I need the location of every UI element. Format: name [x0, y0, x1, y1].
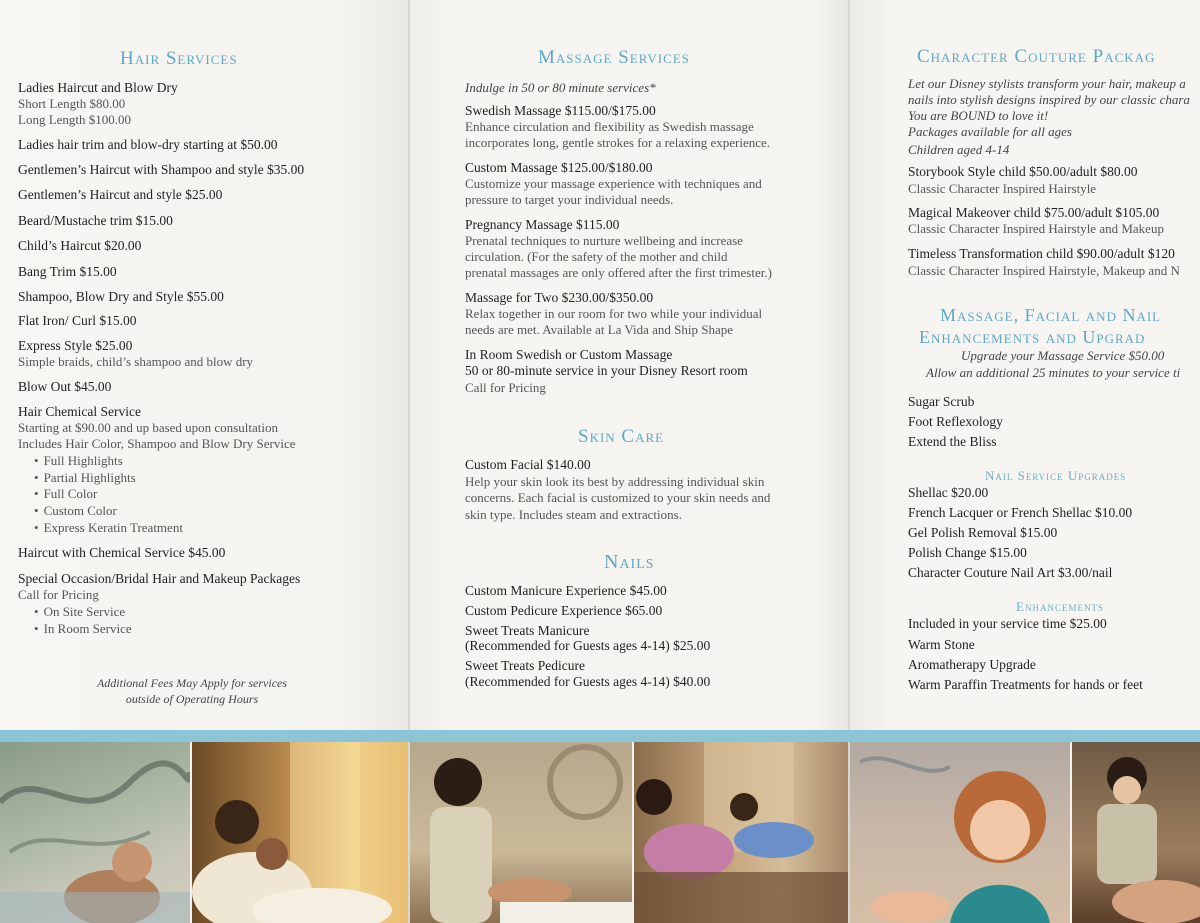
skin-care-heading: Skin Care	[578, 426, 665, 447]
hair-line: Short Length $80.00	[18, 96, 126, 111]
enhancements-heading: Enhancements and Upgrad	[919, 327, 1146, 347]
hair-line: Blow Out $45.00	[18, 379, 112, 394]
couture-line: Classic Character Inspired Hairstyle, Makeup and N	[908, 263, 1180, 278]
couture-heading: Character Couture Packag	[917, 46, 1156, 67]
massage-line: Enhance circulation and flexibility as Swedish massage	[465, 119, 754, 134]
massage-services-heading: Massage Services	[538, 47, 690, 68]
nails-line: Sweet Treats Pedicure	[465, 658, 585, 673]
hair-bullet: • Partial Highlights	[34, 470, 136, 486]
nails-line: Sweet Treats Manicure	[465, 623, 590, 638]
photo-pedicure-chairs	[634, 742, 848, 923]
couture-line: Classic Character Inspired Hairstyle	[908, 181, 1097, 196]
hair-services-panel	[0, 0, 408, 730]
skin-line: skin type. Includes steam and extractions.	[465, 507, 682, 522]
skin-line: Help your skin look its best by addressing individual skin	[465, 474, 765, 489]
massage-line: prenatal massages are only offered after the first trimester.)	[465, 265, 772, 280]
upgrade-line: Upgrade your Massage Service $50.00	[961, 348, 1165, 363]
nail-upgrade-line: Character Couture Nail Art $3.00/nail	[908, 565, 1113, 580]
photo-mother-child	[192, 742, 408, 923]
hair-bullet: • In Room Service	[34, 621, 132, 637]
couture-intro: Children aged 4-14	[908, 142, 1010, 157]
fees-note: Additional Fees May Apply for services	[96, 676, 288, 690]
nail-upgrade-line: Shellac $20.00	[908, 485, 989, 500]
hair-line: Haircut with Chemical Service $45.00	[18, 545, 226, 560]
massage-line: Relax together in our room for two while your individual	[465, 306, 763, 321]
couture-panel	[850, 0, 1200, 730]
hair-line: Flat Iron/ Curl $15.00	[18, 313, 137, 328]
hair-line: Hair Chemical Service	[18, 404, 141, 419]
massage-line: pressure to target your individual needs.	[465, 192, 674, 207]
massage-line: 50 or 80-minute service in your Disney Resort room	[465, 363, 748, 378]
hair-bullet: • On Site Service	[34, 604, 125, 620]
massage-line: Massage for Two $230.00/$350.00	[465, 290, 654, 305]
hair-bullet: • Express Keratin Treatment	[34, 520, 183, 536]
nails-line: Custom Pedicure Experience $65.00	[465, 603, 663, 618]
enhancements-subheading: Enhancements	[1016, 599, 1104, 614]
couture-line: Magical Makeover child $75.00/adult $105.00	[908, 205, 1160, 220]
enh-item: Included in your service time $25.00	[908, 616, 1107, 631]
hair-line: Gentlemen’s Haircut with Shampoo and style $35.00	[18, 162, 305, 177]
massage-panel	[410, 0, 848, 730]
photo-facial-treatment	[410, 742, 632, 923]
enh-item: Warm Stone	[908, 637, 975, 652]
photo-massage-therapist	[1072, 742, 1200, 923]
nail-upgrade-line: French Lacquer or French Shellac $10.00	[908, 505, 1133, 520]
enh-line: Extend the Bliss	[908, 434, 997, 449]
enh-item: Warm Paraffin Treatments for hands or feet	[908, 677, 1143, 692]
nails-heading: Nails	[604, 551, 655, 573]
nail-upgrade-line: Polish Change $15.00	[908, 545, 1027, 560]
hair-line: Includes Hair Color, Shampoo and Blow Dry Service	[18, 436, 296, 451]
hair-line: Call for Pricing	[18, 587, 99, 602]
massage-line: Pregnancy Massage $115.00	[465, 217, 620, 232]
hair-line: Child’s Haircut $20.00	[18, 238, 142, 253]
nails-line: (Recommended for Guests ages 4-14) $25.00	[465, 638, 711, 653]
enh-line: Sugar Scrub	[908, 394, 975, 409]
massage-line: Call for Pricing	[465, 380, 546, 395]
couture-line: Storybook Style child $50.00/adult $80.00	[908, 164, 1138, 179]
couture-intro: nails into stylish designs inspired by our classic chara	[908, 92, 1190, 107]
hair-bullet: • Full Highlights	[34, 453, 123, 469]
couture-line: Timeless Transformation child $90.00/adult $120	[908, 246, 1175, 261]
nail-upgrades-subheading: Nail Service Upgrades	[985, 468, 1127, 483]
hair-services-heading: Hair Services	[120, 48, 238, 69]
hair-line: Express Style $25.00	[18, 338, 133, 353]
photo-mosaic-pool	[0, 742, 190, 923]
hair-line: Special Occasion/Bridal Hair and Makeup Packages	[18, 571, 301, 586]
accent-strip	[0, 730, 1200, 742]
massage-line: circulation. (For the safety of the mother and child	[465, 249, 728, 264]
massage-line: Customize your massage experience with techniques and	[465, 176, 762, 191]
skin-line: concerns. Each facial is customized to your skin needs and	[465, 490, 771, 505]
massage-line: needs are met. Available at La Vida and Ship Shape	[465, 322, 734, 337]
photo-girl-smiling	[850, 742, 1070, 923]
couture-intro: You are BOUND to love it!	[908, 108, 1049, 123]
enhancements-heading: Massage, Facial and Nail	[940, 305, 1162, 325]
massage-line: In Room Swedish or Custom Massage	[465, 347, 673, 362]
massage-line: Custom Massage $125.00/$180.00	[465, 160, 653, 175]
hair-bullet: • Custom Color	[34, 503, 117, 519]
massage-line: Prenatal techniques to nurture wellbeing and increase	[465, 233, 743, 248]
enh-line: Foot Reflexology	[908, 414, 1003, 429]
massage-line: incorporates long, gentle strokes for a relaxing experience.	[465, 135, 771, 150]
couture-line: Classic Character Inspired Hairstyle and Makeup	[908, 221, 1164, 236]
enh-item: Aromatherapy Upgrade	[908, 657, 1036, 672]
hair-line: Shampoo, Blow Dry and Style $55.00	[18, 289, 224, 304]
hair-line: Ladies Haircut and Blow Dry	[18, 80, 178, 95]
upgrade-line: Allow an additional 25 minutes to your service ti	[926, 365, 1181, 380]
couture-intro: Packages available for all ages	[908, 124, 1072, 139]
nails-line: Custom Manicure Experience $45.00	[465, 583, 667, 598]
hair-line: Long Length $100.00	[18, 112, 132, 127]
skin-line: Custom Facial $140.00	[465, 457, 591, 472]
hair-line: Gentlemen’s Haircut and style $25.00	[18, 187, 223, 202]
hair-line: Simple braids, child’s shampoo and blow dry	[18, 354, 254, 369]
nail-upgrade-line: Gel Polish Removal $15.00	[908, 525, 1058, 540]
couture-intro: Let our Disney stylists transform your hair, makeup a	[908, 76, 1186, 91]
hair-line: Starting at $90.00 and up based upon consultation	[18, 420, 278, 435]
hair-bullet: • Full Color	[34, 486, 97, 502]
massage-line: Swedish Massage $115.00/$175.00	[465, 103, 656, 118]
hair-line: Beard/Mustache trim $15.00	[18, 213, 173, 228]
fees-note: outside of Operating Hours	[125, 692, 259, 706]
hair-line: Ladies hair trim and blow-dry starting at $50.00	[18, 137, 278, 152]
nails-line: (Recommended for Guests ages 4-14) $40.00	[465, 674, 711, 689]
hair-line: Bang Trim $15.00	[18, 264, 117, 279]
massage-intro: Indulge in 50 or 80 minute services*	[465, 80, 656, 95]
